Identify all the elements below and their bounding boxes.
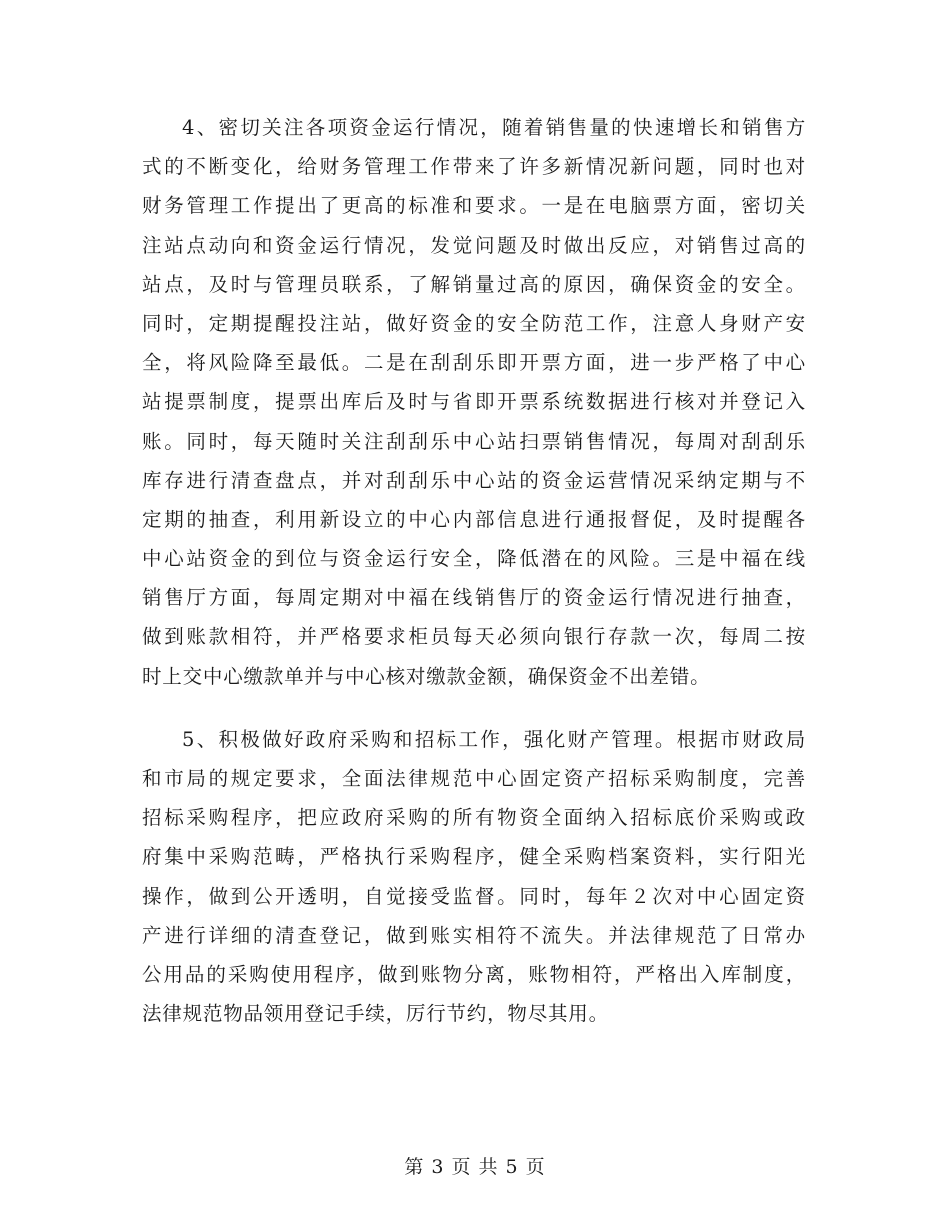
- paragraph-line: 站提票制度，提票出库后及时与省即开票系统数据进行核对并登记入: [142, 390, 806, 414]
- paragraph-line: 做到账款相符，并严格要求柜员每天必须向银行存款一次，每周二按: [142, 625, 806, 649]
- paragraph-line: 5、积极做好政府采购和招标工作，强化财产管理。根据市财政局: [182, 727, 806, 751]
- page-number-footer: 第 3 页 共 5 页: [404, 1156, 546, 1178]
- paragraph-line: 和市局的规定要求，全面法律规范中心固定资产招标采购制度，完善: [142, 767, 806, 790]
- paragraph-spacer: [142, 696, 806, 720]
- paragraph-line: 府集中采购范畴，严格执行采购程序，健全采购档案资料，实行阳光: [142, 845, 806, 869]
- paragraph-line: 定期的抽查，利用新设立的中心内部信息进行通报督促，及时提醒各: [142, 507, 806, 531]
- paragraph-line: 中心站资金的到位与资金运行安全，降低潜在的风险。三是中福在线: [142, 547, 806, 571]
- paragraph-line: 站点，及时与管理员联系，了解销量过高的原因，确保资金的安全。: [142, 272, 806, 296]
- paragraph-line: 公用品的采购使用程序，做到账物分离，账物相符，严格出入库制度，: [142, 962, 806, 986]
- paragraph-line: 时上交中心缴款单并与中心核对缴款金额，确保资金不出差错。: [142, 664, 711, 688]
- paragraph-line: 财务管理工作提出了更高的标准和要求。一是在电脑票方面，密切关: [142, 194, 806, 218]
- document-body: [142, 108, 806, 1033]
- paragraph-line: 同时，定期提醒投注站，做好资金的安全防范工作，注意人身财产安: [142, 311, 806, 335]
- paragraph-4: [142, 108, 806, 696]
- paragraph-line: 产进行详细的清查登记，做到账实相符不流失。并法律规范了日常办: [142, 923, 806, 947]
- paragraph-line: 账。同时，每天随时关注刮刮乐中心站扫票销售情况，每周对刮刮乐: [142, 429, 806, 453]
- paragraph-line: 法律规范物品领用登记手续，厉行节约，物尽其用。: [142, 1002, 609, 1026]
- paragraph-line: 招标采购程序，把应政府采购的所有物资全面纳入招标底价采购或政: [142, 806, 806, 830]
- paragraph-line: 式的不断变化，给财务管理工作带来了许多新情况新问题，同时也对: [142, 155, 806, 179]
- paragraph-line: 操作，做到公开透明，自觉接受监督。同时，每年２次对中心固定资: [142, 884, 806, 908]
- paragraph-line: 4、密切关注各项资金运行情况，随着销售量的快速增长和销售方: [182, 116, 806, 139]
- paragraph-line: 库存进行清查盘点，并对刮刮乐中心站的资金运营情况采纳定期与不: [142, 468, 806, 492]
- paragraph-line: 注站点动向和资金运行情况，发觉问题及时做出反应，对销售过高的: [142, 233, 806, 257]
- paragraph-line: 销售厅方面，每周定期对中福在线销售厅的资金运行情况进行抽查，: [142, 586, 806, 610]
- paragraph-line: 全，将风险降至最低。二是在刮刮乐即开票方面，进一步严格了中心: [142, 351, 806, 375]
- paragraph-5: [142, 720, 806, 1034]
